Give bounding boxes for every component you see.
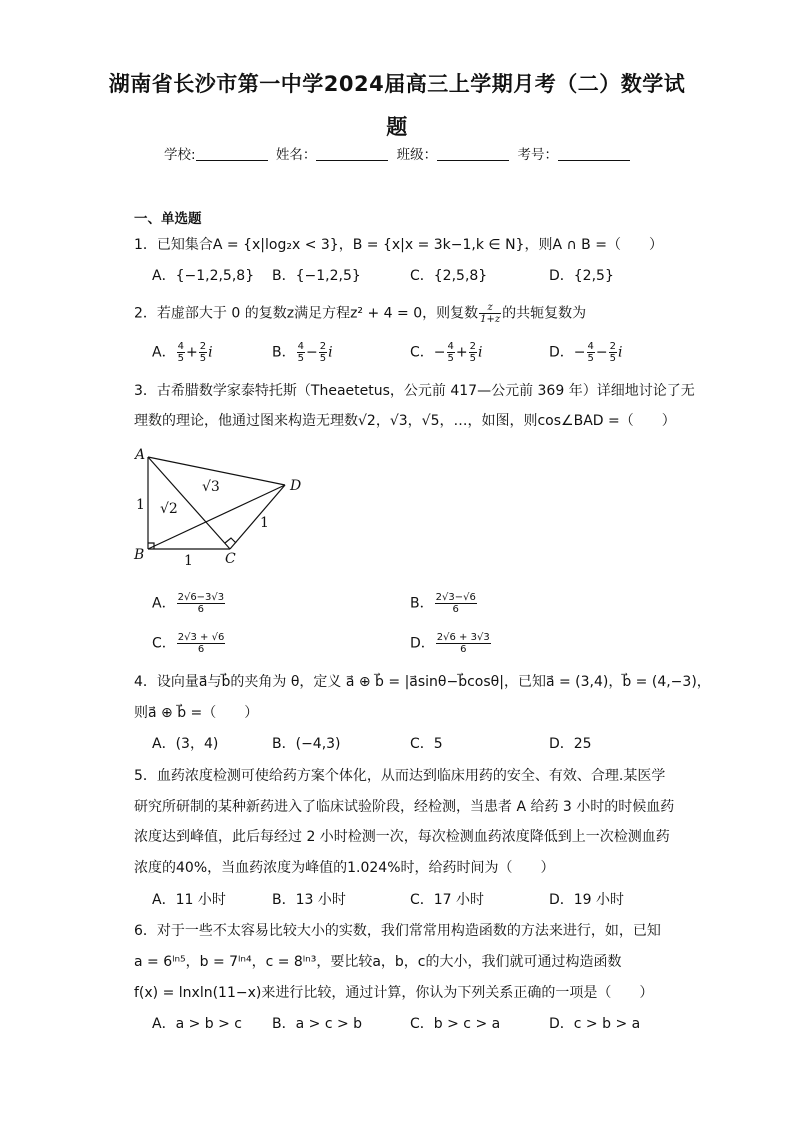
q5-option-d: D．19 小时: [549, 892, 625, 908]
label-a: A: [135, 447, 146, 463]
q1-option-d: D．{2,5}: [549, 268, 614, 284]
q3-d-label: D．: [410, 635, 435, 652]
q3-c-frac: $\frac{2√3 + √6}{6}$: [177, 632, 225, 655]
label-ad: √3: [202, 479, 220, 495]
name-label: 姓名：: [275, 147, 317, 163]
q2-d-sign: −: [573, 344, 586, 361]
q2-d-frac2: $\frac{2}{5}$: [609, 341, 616, 364]
q1-option-c: C．{2,5,8}: [410, 268, 488, 284]
q2-b-i: i: [328, 344, 333, 361]
q3-a-frac: $\frac{2√6-3√3}{6}$: [177, 592, 225, 615]
q6-line3: f(x) = lnxln(11−x)来进行比较，通过计算，你认为下列关系正确的一项是（ ）: [134, 985, 654, 1001]
q6-line2: a = 6ˡⁿ⁵，b = 7ˡⁿ⁴，c = 8ˡⁿ³，要比较a，b，c的大小，我们就可通过构造函数: [134, 954, 622, 970]
q2-text-a: 2．若虚部大于 0 的复数z满足方程z² + 4 = 0，则复数: [134, 305, 479, 322]
label-ab: 1: [136, 497, 145, 513]
q3-line1: 3．古希腊数学家泰特托斯（Theaetetus，公元前 417—公元前 369 年）详细地讨论了无: [134, 383, 695, 399]
q2-b-label: B．: [272, 344, 296, 361]
name-blank[interactable]: [316, 146, 388, 161]
q4-option-d: D．25: [549, 736, 592, 752]
q3-b-frac: $\frac{2√3-√6}{6}$: [435, 592, 476, 615]
q5-option-c: C．17 小时: [410, 892, 485, 908]
q2-d-op: −: [595, 344, 608, 361]
q2-frac-den: 1+z: [480, 314, 501, 325]
q1-option-b: B．{−1,2,5}: [272, 268, 361, 284]
q2-a-i: i: [208, 344, 213, 361]
q3-a-label: A．: [152, 595, 176, 612]
exam-no-label: 考号：: [517, 147, 558, 163]
exam-no-blank[interactable]: [558, 146, 630, 161]
q6-option-d: D．c > b > a: [549, 1016, 641, 1032]
q2-b-frac1: $\frac{4}{5}$: [297, 341, 304, 364]
q4-option-a: A．(3，4): [152, 736, 219, 752]
q3-option-d: [410, 632, 492, 655]
q2-option-b: [272, 341, 333, 364]
q2-fraction: [479, 302, 501, 325]
q5-option-b: B．13 小时: [272, 892, 346, 908]
q6-option-a: A．a > b > c: [152, 1016, 243, 1032]
section-title: 一、单选题: [134, 211, 202, 227]
student-info-line: [0, 143, 794, 163]
q2-b-op: −: [305, 344, 318, 361]
q3-d-frac: $\frac{2√6 + 3√3}{6}$: [436, 632, 490, 655]
q2-option-d: [549, 341, 622, 364]
q2-frac-num: z: [479, 302, 501, 314]
exam-title-line2: 题: [386, 115, 408, 139]
q2-d-i: i: [618, 344, 623, 361]
q3-option-a: [152, 592, 226, 615]
q2-option-c: [410, 341, 482, 364]
label-cd: 1: [260, 515, 269, 531]
class-label: 班级：: [396, 147, 438, 163]
q2-b-frac2: $\frac{2}{5}$: [319, 341, 327, 364]
q2-c-frac2: $\frac{2}{5}$: [469, 341, 476, 364]
q2-c-label: C．: [410, 344, 434, 361]
label-b: B: [134, 547, 145, 563]
q4-option-b: B．(−4,3): [272, 736, 341, 752]
q5-line1: 5．血药浓度检测可使给药方案个体化，从而达到临床用药的安全、有效、合理.某医学: [134, 768, 666, 784]
q2-a-op: +: [185, 344, 198, 361]
label-ac: √2: [160, 501, 178, 517]
q2-a-frac2: $\frac{2}{5}$: [199, 341, 207, 364]
q6-option-c: C．b > c > a: [410, 1016, 501, 1032]
q4-option-c: C．5: [410, 736, 443, 752]
label-bc: 1: [184, 553, 193, 569]
q2-c-sign: −: [433, 344, 446, 361]
q2-option-a: [152, 341, 213, 364]
q6-line1: 6．对于一些不太容易比较大小的实数，我们常常用构造函数的方法来进行，如，已知: [134, 923, 661, 939]
q5-option-a: A．11 小时: [152, 892, 226, 908]
q2-a-frac1: $\frac{4}{5}$: [177, 341, 184, 364]
q2-c-op: +: [455, 344, 468, 361]
q1-option-a: A．{−1,2,5,8}: [152, 268, 255, 284]
label-d: D: [290, 478, 302, 494]
school-label: 学校:: [164, 147, 196, 163]
q3-geometry-figure: [130, 445, 310, 570]
q5-line3: 浓度达到峰值，此后每经过 2 小时检测一次，每次检测血药浓度降低到上一次检测血药: [134, 829, 670, 845]
label-c: C: [225, 551, 236, 567]
q1-text: 1．已知集合A = {x|log₂x < 3}，B = {x|x = 3k−1,k ∈ N}，则A ∩ B =（ ）: [134, 237, 663, 253]
school-blank[interactable]: [196, 146, 268, 161]
q2-d-label: D．: [549, 344, 574, 361]
q2-c-frac1: $\frac{4}{5}$: [447, 341, 454, 364]
q3-b-label: B．: [410, 595, 434, 612]
q5-line4: 浓度的40%，当血药浓度为峰值的1.024%时，给药时间为（ ）: [134, 860, 555, 876]
q4-line1: 4．设向量a⃗与b⃗的夹角为 θ，定义 a⃗ ⊕ b⃗ = |a⃗sinθ−b⃗cosθ|，已知a⃗ = (3,4)，b⃗ = (4,−3)，: [134, 674, 711, 690]
q3-option-c: [152, 632, 226, 655]
q5-line2: 研究所研制的某种新药进入了临床试验阶段，经检测，当患者 A 给药 3 小时的时候血药: [134, 799, 675, 815]
q2-d-frac1: $\frac{4}{5}$: [587, 341, 594, 364]
q2-c-i: i: [478, 344, 483, 361]
q4-line2: 则a⃗ ⊕ b⃗ =（ ）: [134, 705, 259, 721]
q3-c-label: C．: [152, 635, 176, 652]
q3-option-b: [410, 592, 478, 615]
q2-text-b: 的共轭复数为: [502, 305, 587, 322]
segment-cd: [230, 485, 285, 549]
q3-line2: 理数的理论，他通过图来构造无理数√2，√3，√5，…，如图，则cos∠BAD =（ ）: [134, 413, 676, 429]
q2-a-label: A．: [152, 344, 176, 361]
right-angle-c: [225, 538, 236, 543]
q2-text: [134, 302, 586, 325]
class-blank[interactable]: [437, 146, 509, 161]
q6-option-b: B．a > c > b: [272, 1016, 363, 1032]
exam-title-line1: 湖南省长沙市第一中学2024届高三上学期月考（二）数学试: [108, 72, 686, 96]
